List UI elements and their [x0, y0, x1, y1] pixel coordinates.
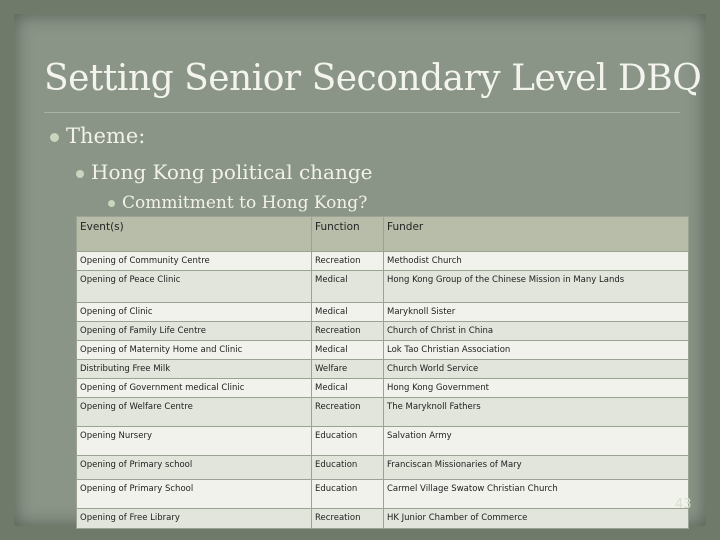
table-row: [77, 322, 689, 341]
header-funder: Funder: [384, 217, 689, 252]
table-row: [77, 341, 689, 360]
cell-funder: Church of Christ in China: [384, 322, 689, 341]
header-function: Function: [312, 217, 384, 252]
events-table: [76, 216, 689, 529]
cell-event: Opening of Primary school: [77, 456, 312, 480]
table-row: [77, 252, 689, 271]
cell-function: Recreation: [312, 398, 384, 427]
cell-funder: Lok Tao Christian Association: [384, 341, 689, 360]
cell-function: Medical: [312, 303, 384, 322]
cell-funder: Methodist Church: [384, 252, 689, 271]
bullet-level1: [50, 124, 145, 148]
cell-event: Opening of Primary School: [77, 480, 312, 509]
cell-funder: HK Junior Chamber of Commerce: [384, 509, 689, 529]
cell-funder: Church World Service: [384, 360, 689, 379]
bullet-dot-icon: [76, 170, 84, 178]
table-row: [77, 271, 689, 303]
cell-funder: Hong Kong Government: [384, 379, 689, 398]
slide-title: Setting Senior Secondary Level DBQ: [44, 58, 702, 99]
bullet-level3-text: Commitment to Hong Kong?: [122, 193, 368, 213]
table-row: [77, 480, 689, 509]
bullet-level1-text: Theme:: [66, 124, 146, 148]
cell-function: Recreation: [312, 509, 384, 529]
cell-function: Education: [312, 480, 384, 509]
cell-event: Opening of Maternity Home and Clinic: [77, 341, 312, 360]
table-row: [77, 303, 689, 322]
cell-function: Medical: [312, 341, 384, 360]
cell-event: Opening of Family Life Centre: [77, 322, 312, 341]
cell-funder: Carmel Village Swatow Christian Church: [384, 480, 689, 509]
cell-function: Medical: [312, 379, 384, 398]
cell-function: Recreation: [312, 322, 384, 341]
cell-event: Opening of Peace Clinic: [77, 271, 312, 303]
bullet-dot-icon: [108, 200, 115, 207]
header-event: Event(s): [77, 217, 312, 252]
cell-funder: Maryknoll Sister: [384, 303, 689, 322]
title-divider: [44, 112, 680, 113]
cell-funder: Salvation Army: [384, 427, 689, 456]
cell-function: Recreation: [312, 252, 384, 271]
table-row: [77, 360, 689, 379]
bullet-level3: [108, 193, 367, 213]
bullet-level2: [76, 160, 372, 184]
slide-number: 43: [675, 497, 692, 512]
table-header-row: [77, 217, 689, 252]
cell-funder: Franciscan Missionaries of Mary: [384, 456, 689, 480]
cell-function: Education: [312, 456, 384, 480]
cell-event: Opening Nursery: [77, 427, 312, 456]
table-row: [77, 456, 689, 480]
table-body: [77, 252, 689, 529]
table-row: [77, 509, 689, 529]
cell-funder: The Maryknoll Fathers: [384, 398, 689, 427]
cell-event: Opening of Community Centre: [77, 252, 312, 271]
table-row: [77, 379, 689, 398]
bullet-level2-text: Hong Kong political change: [91, 160, 373, 184]
bullet-dot-icon: [50, 133, 59, 142]
cell-event: Opening of Free Library: [77, 509, 312, 529]
cell-event: Opening of Welfare Centre: [77, 398, 312, 427]
cell-funder: Hong Kong Group of the Chinese Mission in Many Lands: [384, 271, 689, 303]
cell-function: Education: [312, 427, 384, 456]
cell-event: Distributing Free Milk: [77, 360, 312, 379]
cell-event: Opening of Clinic: [77, 303, 312, 322]
cell-function: Medical: [312, 271, 384, 303]
table-row: [77, 427, 689, 456]
table-row: [77, 398, 689, 427]
cell-function: Welfare: [312, 360, 384, 379]
cell-event: Opening of Government medical Clinic: [77, 379, 312, 398]
